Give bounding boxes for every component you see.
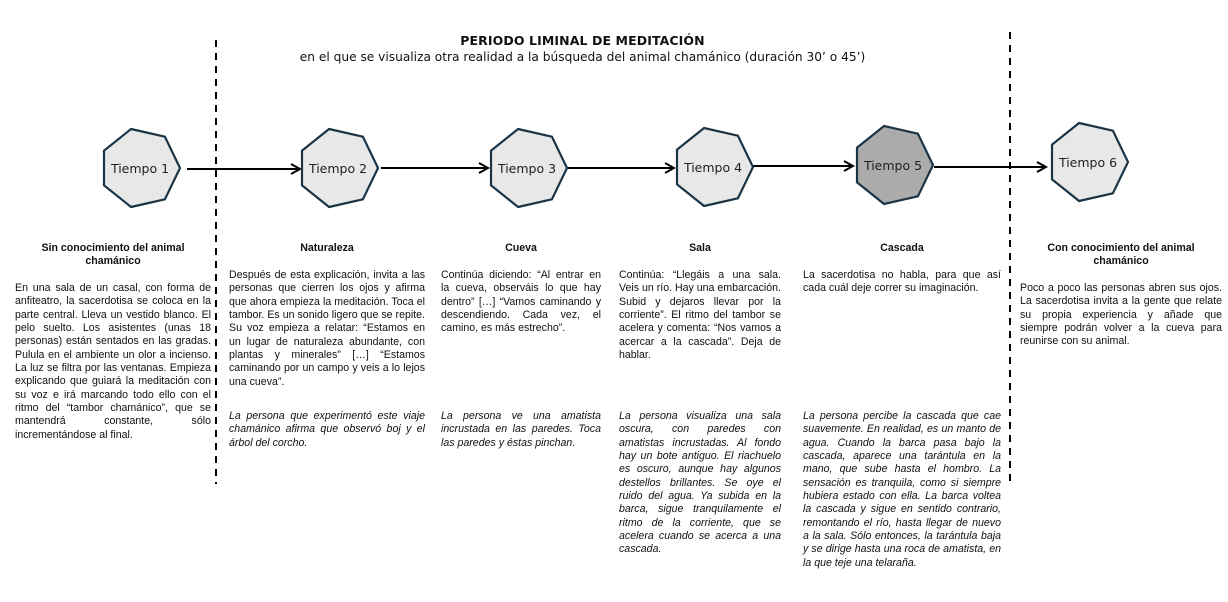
- node-tiempo-1: [104, 129, 180, 207]
- participant-experience: La persona visualiza una sala oscura, con paredes con amatistas incrustadas. Al fondo hay un bote antiguo. El riachuelo es oscuro, aunque hay algunos destellos brillantes. Se oye el ruido del agua. Ya subida en la barca, sigue tranquilamente el ritmo de la corriente, que se acelera cuando se acerca a una cascada.: [619, 410, 781, 556]
- node-tiempo-4: [677, 128, 753, 206]
- participant-experience: La persona que experimentó este viaje chamánico afirma que observó boj y el árbol del corcho.: [229, 410, 425, 449]
- session-description: Poco a poco las personas abren sus ojos. La sacerdotisa invita a la gente que relate su propia experiencia y añade que siempre podrán volver a la cueva para reunirse con su animal.: [1020, 282, 1222, 348]
- column-heading: Cascada: [880, 242, 924, 254]
- node-label: Tiempo 1: [110, 161, 170, 176]
- column-heading: Sala: [689, 242, 711, 254]
- node-label: Tiempo 3: [497, 161, 557, 176]
- node-tiempo-6: [1052, 123, 1128, 201]
- column-tiempo-6: [1020, 242, 1222, 349]
- node-tiempo-3: [491, 129, 567, 207]
- session-description: Continúa diciendo: “Al entrar en la cueva, observáis lo que hay dentro” […] “Vamos caminando y descendiendo. Cada vez, el camino, es más estrecho”.: [441, 269, 601, 335]
- column-heading: Con conocimiento del animal chamánico: [1047, 242, 1195, 267]
- participant-experience: La persona ve una amatista incrustada en las paredes. Toca las paredes y éstas pinchan.: [441, 410, 601, 449]
- column-tiempo-2: [229, 242, 425, 462]
- node-tiempo-2: [302, 129, 378, 207]
- column-heading: Sin conocimiento del animal chamánico: [41, 242, 185, 267]
- diagram-subtitle: en el que se visualiza otra realidad a la búsqueda del animal chamánico (duración 30’ o 45’): [299, 50, 866, 64]
- diagram-title: PERIODO LIMINAL DE MEDITACIÓN: [460, 33, 705, 48]
- session-description: Continúa: “Llegáis a una sala. Veis un río. Hay una embarcación. Subid y dejaros llevar por la corriente”. El ritmo del tambor se acelera y comenta: “Nos vamos a acercar a la cascada”. Deja de hablar.: [619, 269, 781, 362]
- column-heading: Naturaleza: [300, 242, 354, 254]
- session-description: La sacerdotisa no habla, para que así cada cuál deje correr su imaginación.: [803, 269, 1001, 295]
- node-label: Tiempo 2: [308, 161, 368, 176]
- session-description: En una sala de un casal, con forma de anfiteatro, la sacerdotisa se coloca en la parte central. Lleva un vestido blanco. El pelo suelto. Los asistentes (unas 18 personas) están sentados en las gradas. Pulula en el ambiente un olor a incienso. La luz se filtra por las ventanas. Empieza explicando que guiará la meditación con su voz e irá marcando todo ello con el ritmo del “tambor chamánico”, que se mantendrá constante, sólo incrementándose al final.: [15, 282, 211, 441]
- column-tiempo-1: [15, 242, 211, 442]
- column-tiempo-4: [619, 242, 781, 562]
- node-tiempo-5: [857, 126, 933, 204]
- column-heading: Cueva: [505, 242, 537, 254]
- node-label: Tiempo 4: [683, 160, 743, 175]
- participant-experience: La persona percibe la cascada que cae suavemente. En realidad, es un manto de agua. Cuando la barca pasa bajo la cascada, aparece una tarántula en la mano, que sube hasta el hombro. La sensación es tranquila, como si siempre hubiera estado con ella. La barca voltea la cascada y sigue en sentido contrario, remontando el río, hasta llegar de nuevo a la sala. Sólo entonces, la tarántula baja y se dirige hasta una roca de amatista, en la que teje una telaraña.: [803, 410, 1001, 569]
- node-label: Tiempo 6: [1058, 155, 1118, 170]
- session-description: Después de esta explicación, invita a las personas que cierren los ojos y afirma que ahora empieza la meditación. Toca el tambor. Es un sonido ligero que se repite. Su voz empieza a relatar: “Estamos en un lugar de naturaleza abundante, con plantas y minerales” […] “Estamos caminando por un campo y veis a lo lejos una cueva”.: [229, 269, 425, 388]
- column-tiempo-5: [803, 242, 1001, 582]
- column-tiempo-3: [441, 242, 601, 462]
- node-label: Tiempo 5: [863, 158, 923, 173]
